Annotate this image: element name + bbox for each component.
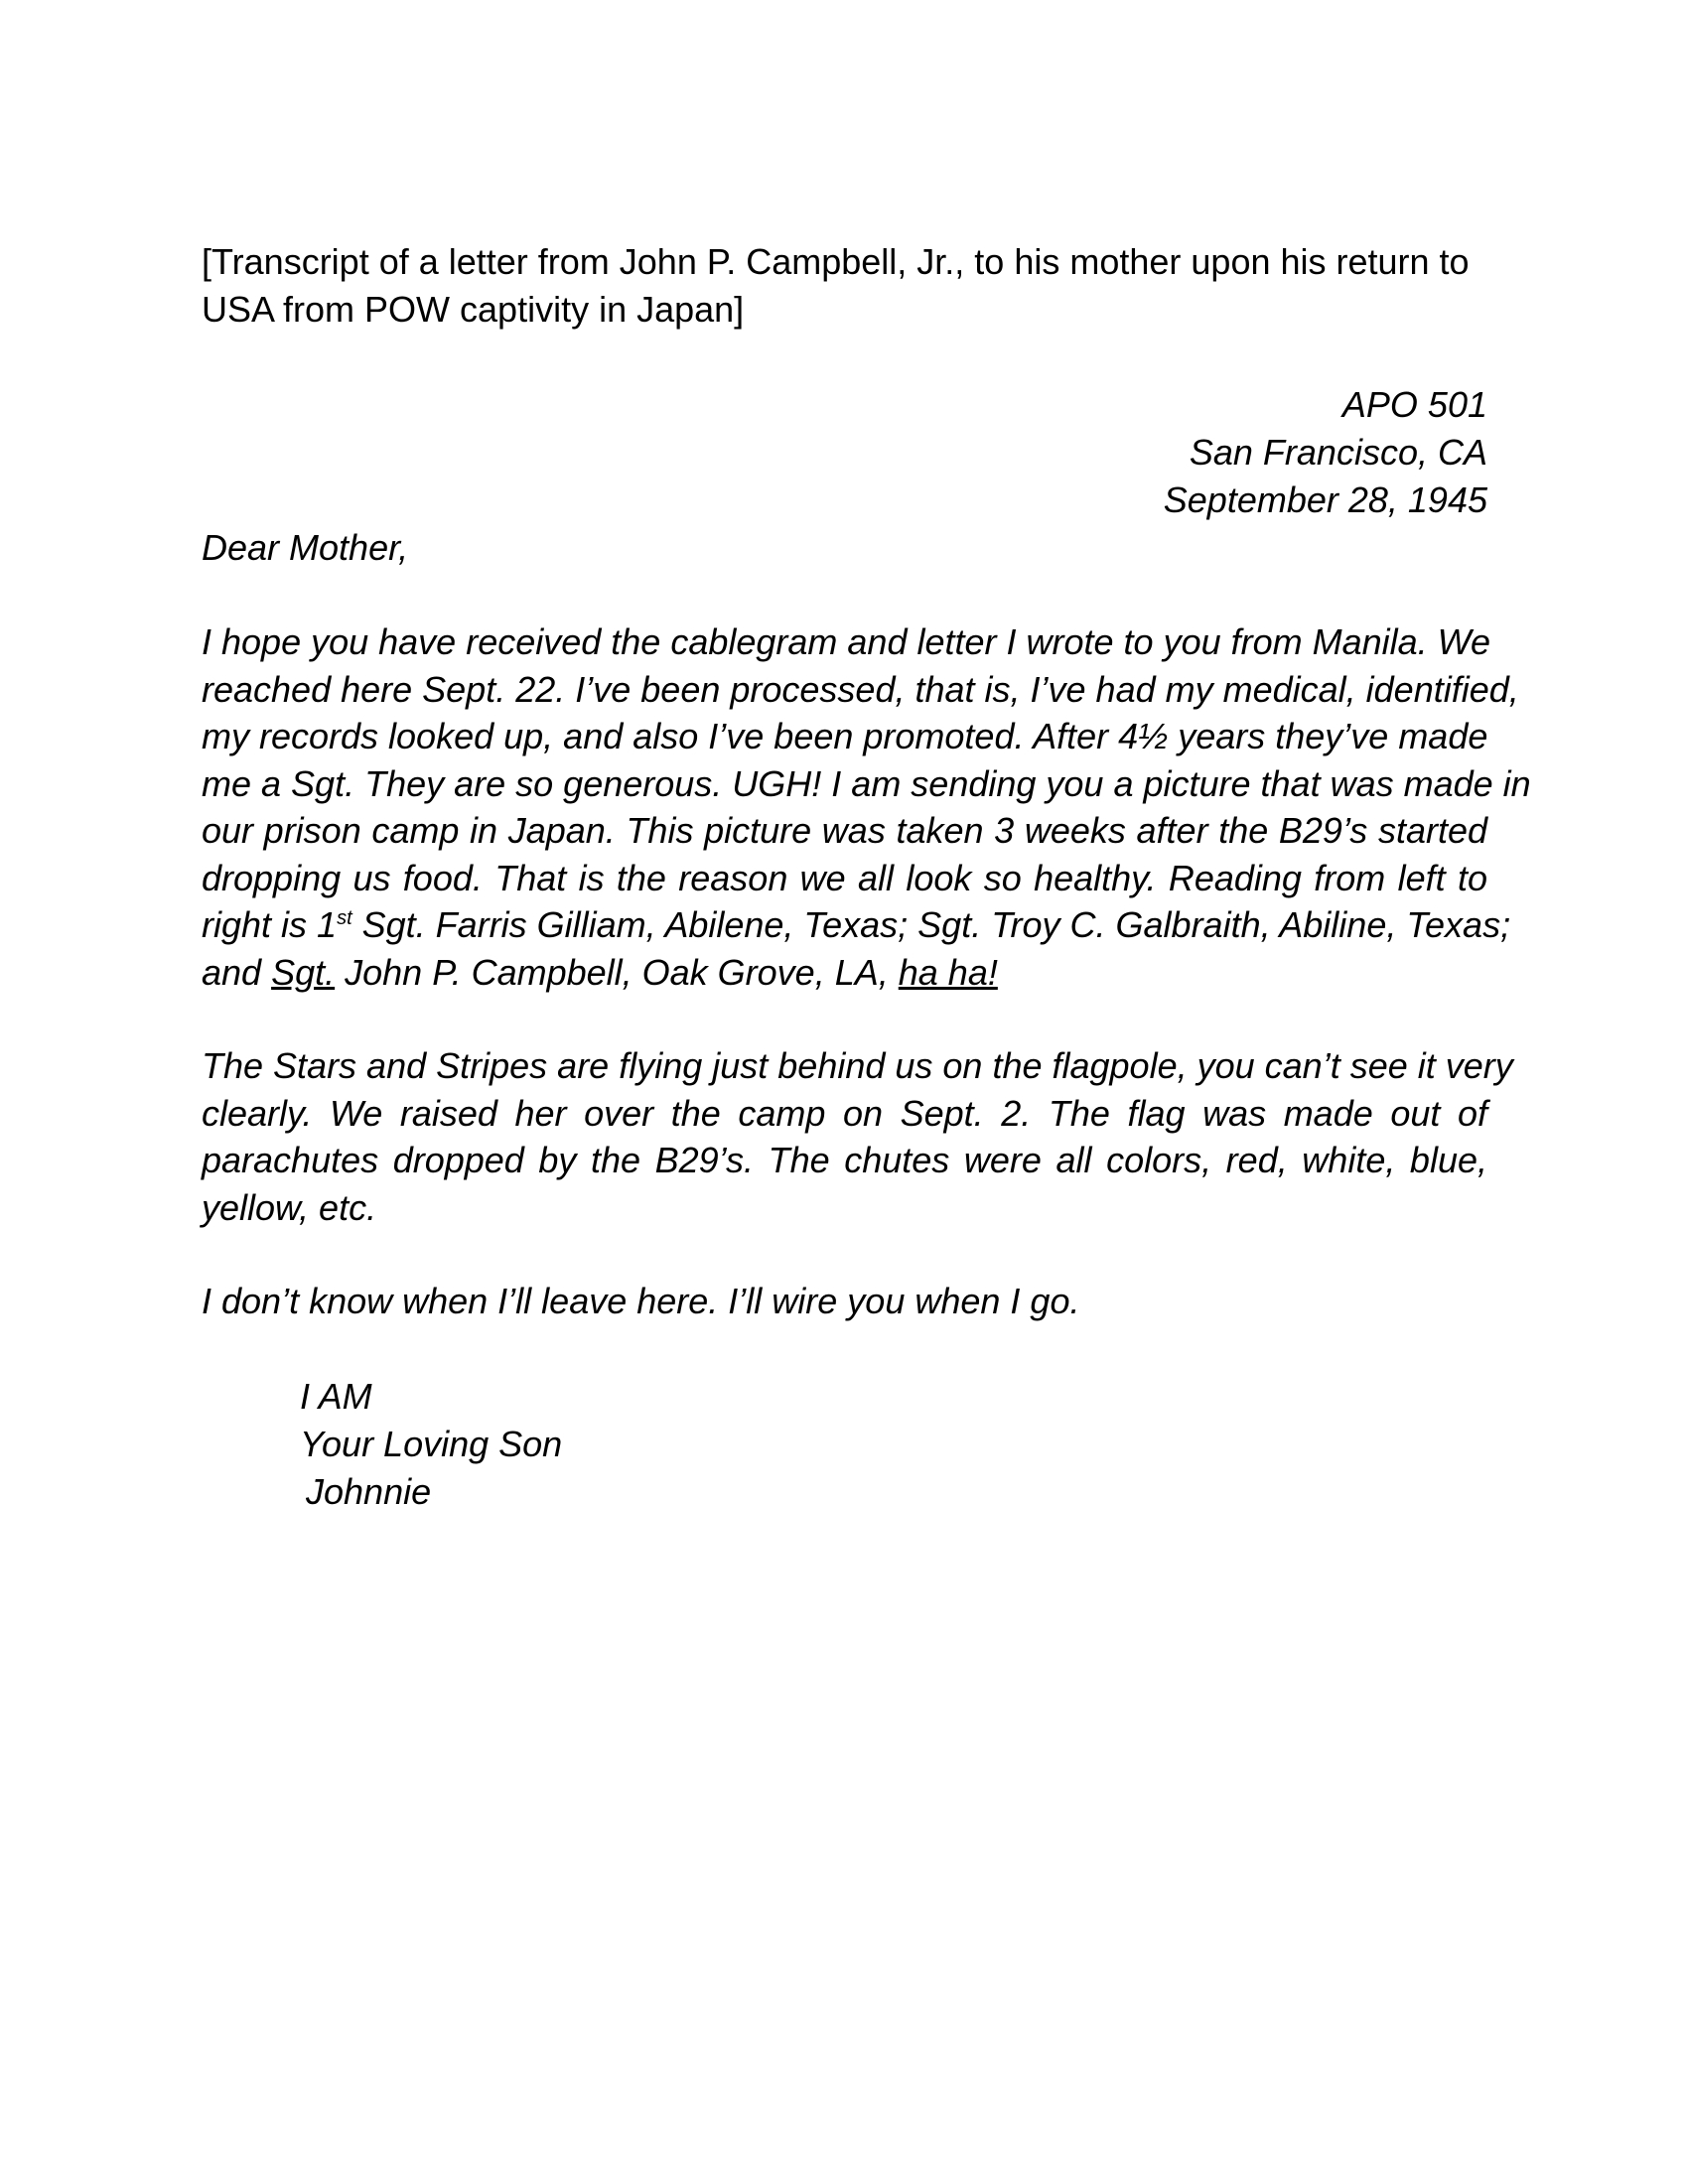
address-line-2: San Francisco, CA: [1189, 432, 1487, 473]
signature-name: Johnnie: [306, 1471, 432, 1512]
paragraph-1-line: [202, 949, 1487, 997]
paragraph-1-line: dropping us food. That is the reason we all look so healthy. Reading from left to: [202, 857, 1487, 898]
paragraph-1: [202, 618, 1531, 996]
text-fragment: Sgt. Farris Gilliam, Abilene, Texas; Sgt. Troy C. Galbraith, Abiline, Texas;: [352, 904, 1511, 945]
paragraph-3: [202, 1278, 1487, 1325]
salutation: Dear Mother,: [202, 527, 409, 568]
paragraph-2-line: clearly. We raised her over the camp on Sept. 2. The flag was made out of: [202, 1092, 1487, 1134]
paragraph-1-line: I hope you have received the cablegram and letter I wrote to you from Manila. We: [202, 621, 1491, 662]
heading-line-2: USA from POW captivity in Japan]: [202, 289, 745, 330]
closing-line-2: Your Loving Son: [300, 1424, 563, 1464]
underlined-laugh: ha ha!: [898, 951, 998, 993]
paragraph-1-line: [202, 901, 1511, 949]
paragraph-1-line: reached here Sept. 22. I’ve been processed, that is, I’ve had my medical, identified,: [202, 668, 1519, 710]
paragraph-2: [202, 1042, 1513, 1231]
paragraph-2-line: parachutes dropped by the B29’s. The chutes were all colors, red, white, blue,: [202, 1140, 1487, 1180]
closing-block: [300, 1373, 562, 1516]
address-line-1: APO 501: [1341, 384, 1487, 425]
text-fragment: John P. Campbell, Oak Grove, LA,: [335, 951, 899, 993]
paragraph-1-line: me a Sgt. They are so generous. UGH! I am sending you a picture that was made in: [202, 762, 1531, 804]
paragraph-3-line: I don’t know when I’ll leave here. I’ll wire you when I go.: [202, 1281, 1080, 1321]
sender-address-block: [993, 381, 1487, 524]
heading-line-1: [Transcript of a letter from John P. Campbell, Jr., to his mother upon his return to: [202, 241, 1470, 282]
paragraph-1-line: my records looked up, and also I’ve been promoted. After 4½ years they’ve made: [202, 716, 1488, 756]
text-fragment: right is 1: [202, 904, 338, 945]
closing-line-1: I AM: [300, 1376, 372, 1417]
transcript-heading: [202, 238, 1492, 334]
paragraph-2-line: yellow, etc.: [202, 1186, 377, 1228]
underlined-rank: Sgt.: [271, 951, 336, 993]
paragraph-2-line: The Stars and Stripes are flying just behind us on the flagpole, you can’t see it very: [202, 1045, 1513, 1086]
ordinal-superscript: st: [337, 907, 352, 929]
text-fragment: and: [202, 951, 272, 993]
paragraph-1-line: our prison camp in Japan. This picture was taken 3 weeks after the B29’s started: [202, 810, 1487, 851]
letter-date: September 28, 1945: [1163, 479, 1487, 520]
